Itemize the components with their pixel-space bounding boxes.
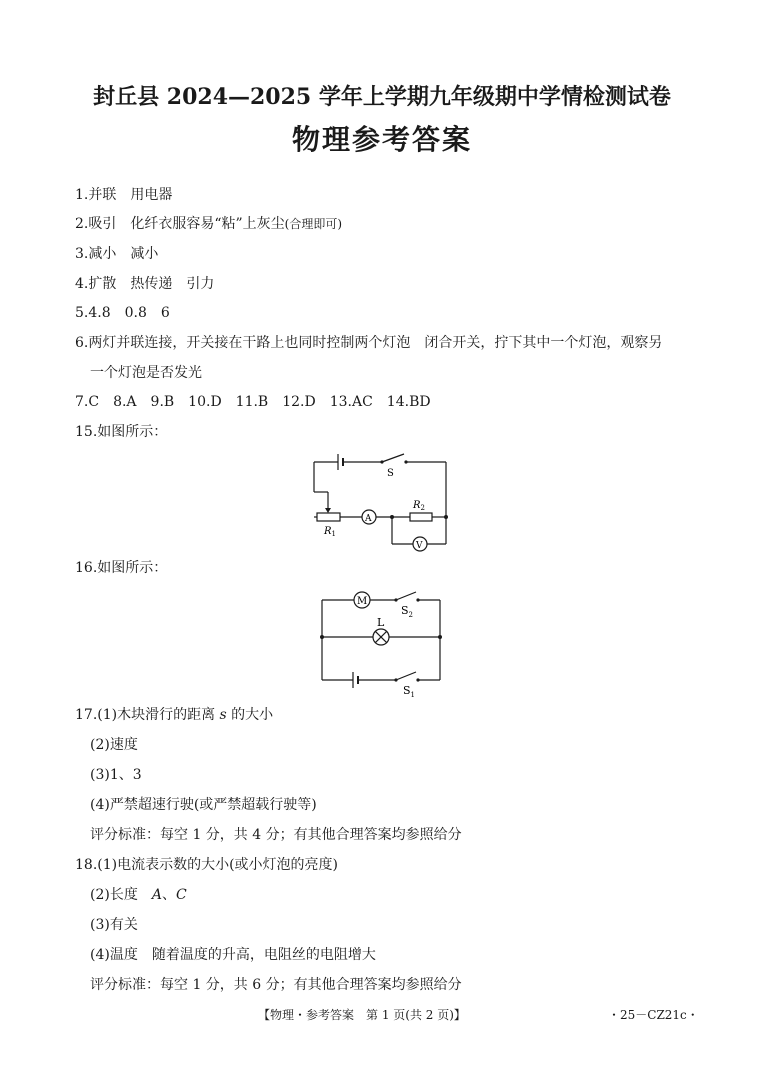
answer-18-2-d: C [175, 887, 187, 903]
answers-7-14: 7.C 8.A 9.B 10.D 11.B 12.D 13.AC 14.BD [75, 394, 431, 410]
s2-letter: S [401, 604, 409, 617]
answer-18-score: 评分标准：每空 1 分，共 6 分；有其他合理答案均参照给分 [90, 977, 462, 993]
answer-17-3: (3)1、3 [90, 767, 142, 783]
circuit-diagram-16 [310, 586, 450, 698]
switch-s-blade [382, 454, 404, 462]
answer-3: 3.减小 减小 [75, 246, 159, 262]
rheostat-r1 [317, 513, 340, 521]
answer-6-line1: 6.两灯并联连接，开关接在干路上也同时控制两个灯泡 闭合开关，拧下其中一个灯泡，观察另 [75, 335, 663, 351]
r1-subscript: 1 [331, 530, 336, 538]
answer-2-note: (合理即可) [284, 217, 343, 231]
switch-s2-label [401, 604, 413, 619]
r2-label [412, 500, 425, 512]
answer-17-4: (4)严禁超速行驶(或严禁超载行驶等) [90, 797, 317, 813]
answer-18-2-b: A [151, 887, 162, 903]
r1-letter: R [324, 526, 332, 537]
page-subtitle: 物理参考答案 [291, 123, 472, 156]
r1-label [323, 526, 336, 538]
ammeter-label: A [365, 514, 372, 524]
switch-s1-label [403, 684, 415, 698]
answer-16: 16.如图所示： [75, 560, 168, 576]
r2-subscript: 2 [420, 504, 425, 512]
motor-label: M [357, 596, 368, 607]
circuit-diagram-15 [300, 448, 460, 560]
answer-5: 5.4.8 0.8 6 [75, 305, 170, 321]
answer-2-text: 2.吸引 化纤衣服容易“粘”上灰尘 [75, 216, 285, 232]
slider-arrow [325, 508, 331, 513]
answer-18-4: (4)温度 随着温度的升高，电阻丝的电阻增大 [90, 947, 376, 963]
answer-18-2-c: 、 [161, 887, 176, 903]
answer-17-2: (2)速度 [90, 737, 138, 753]
s1-subscript: 1 [410, 691, 416, 698]
answer-15: 15.如图所示： [75, 424, 168, 440]
answer-18-3: (3)有关 [90, 917, 138, 933]
s1-letter: S [403, 684, 411, 697]
lamp-label: L [377, 616, 385, 629]
s2-subscript: 2 [408, 611, 414, 619]
resistor-r2 [410, 513, 432, 521]
answer-18-2 [90, 886, 187, 904]
answer-1: 1.并联 用电器 [75, 187, 173, 203]
switch-s2-blade [396, 592, 416, 600]
answer-17-1-s: s [219, 707, 227, 723]
page-title: 封丘县 2024—2025 学年上学期九年级期中学情检测试卷 [93, 84, 671, 110]
answer-2 [75, 215, 342, 233]
answer-18-2-a: (2)长度 [90, 887, 152, 903]
answer-17-1-a: 17.(1)木块滑行的距离 [75, 707, 220, 723]
voltmeter-label: V [416, 541, 423, 551]
footer-code: ・25－CZ21c・ [608, 1008, 699, 1022]
answer-18-1: 18.(1)电流表示数的大小(或小灯泡的亮度) [75, 857, 339, 873]
answer-4: 4.扩散 热传递 引力 [75, 276, 215, 292]
switch-s-label: S [387, 468, 394, 479]
answer-17-1-b: 的大小 [226, 707, 274, 723]
switch-s1-blade [396, 672, 416, 680]
answer-17-score: 评分标准：每空 1 分，共 4 分；有其他合理答案均参照给分 [90, 827, 462, 843]
r2-letter: R [413, 500, 421, 511]
footer-page-info: 【物理・参考答案 第 1 页(共 2 页)】 [258, 1008, 466, 1022]
answer-17-1 [75, 706, 273, 724]
answer-6-line2: 一个灯泡是否发光 [90, 365, 202, 381]
